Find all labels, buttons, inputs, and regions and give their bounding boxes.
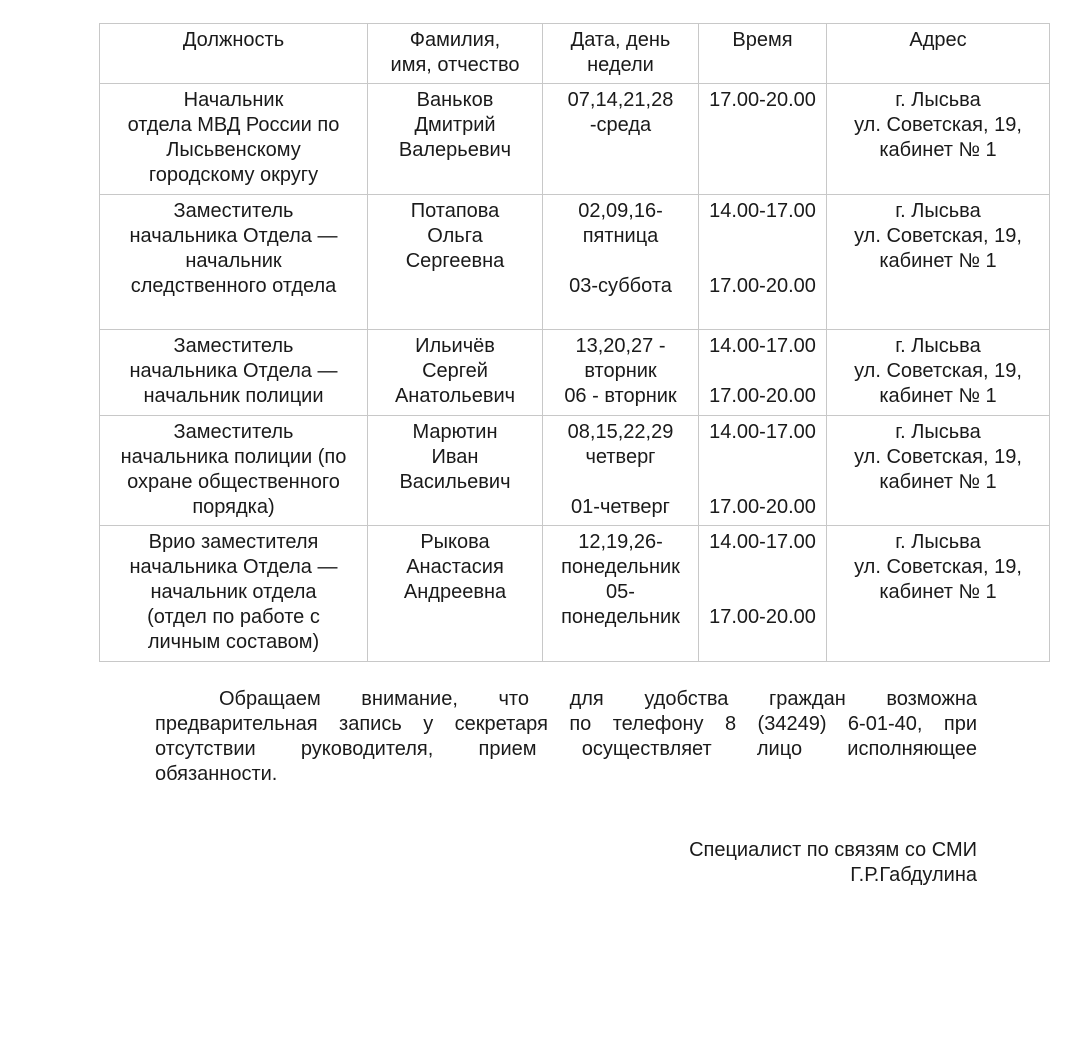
cell-line: ул. Советская, 19, [854,360,1022,382]
cell-name [368,195,543,330]
cell-line: начальника полиции (по [120,446,347,468]
cell-line: Анастасия [406,556,504,578]
cell-line: Заместитель [173,335,294,357]
signature-title: Специалист по связям со СМИ [689,839,977,861]
spacer [701,555,824,580]
cell-line: Ольга [427,225,483,247]
cell-address [827,416,1050,526]
cell-position [100,526,368,662]
cell-line: Андреевна [403,581,507,603]
notice-paragraph [155,687,977,787]
cell-line: кабинет № 1 [879,139,997,161]
cell-line: Дата, день [570,29,671,51]
cell-line: г. Лысьва [895,89,981,111]
cell-line: начальника Отдела — [129,225,338,247]
cell-line: Валерьевич [398,139,512,161]
cell-line: ул. Советская, 19, [854,114,1022,136]
cell-line: Должность [182,29,285,51]
cell-date [543,195,699,330]
table-row [100,195,1050,330]
cell-line: Ильичёв [415,335,495,357]
cell-line: понедельник [561,606,680,628]
cell-line: 06 - вторник [564,385,677,407]
spacer [701,445,824,470]
spacer [701,470,824,495]
cell-name [368,416,543,526]
notice-line: отсутствии руководителя, прием осуществляет лицо исполняющее [155,738,977,760]
cell-position [100,330,368,416]
signature-block [689,838,977,888]
spacer [701,359,824,384]
cell-line: Иван [431,446,479,468]
cell-position [100,195,368,330]
cell-line: порядка) [192,496,275,518]
notice-line: обязанности. [155,763,278,785]
cell-line: 14.00-17.00 [709,335,816,357]
cell-line: г. Лысьва [895,531,981,553]
cell-line: 02,09,16- [578,200,663,222]
cell-line: Анатольевич [394,385,516,407]
table-header-row [100,24,1050,84]
header-time [699,24,827,84]
cell-line: ул. Советская, 19, [854,556,1022,578]
cell-line: (отдел по работе с [147,606,320,628]
cell-line: начальник [185,250,282,272]
cell-line: ул. Советская, 19, [854,225,1022,247]
cell-line: 14.00-17.00 [709,200,816,222]
cell-address [827,330,1050,416]
cell-line: Врио заместителя [148,531,319,553]
cell-line: г. Лысьва [895,421,981,443]
table-row [100,416,1050,526]
cell-line: Время [732,29,793,51]
cell-line: 03-суббота [569,275,672,297]
table-row [100,84,1050,195]
cell-line: Рыкова [420,531,490,553]
cell-line: 05- [606,581,635,603]
spacer [545,249,696,274]
cell-address [827,195,1050,330]
cell-line: 13,20,27 - [575,335,666,357]
cell-line: 17.00-20.00 [709,275,816,297]
header-address [827,24,1050,84]
cell-line: -среда [589,114,652,136]
cell-line: начальник полиции [143,385,324,407]
spacer [701,224,824,249]
cell-position [100,84,368,195]
cell-line: г. Лысьва [895,335,981,357]
cell-line: кабинет № 1 [879,471,997,493]
cell-line: 14.00-17.00 [709,421,816,443]
cell-line: Заместитель [173,200,294,222]
cell-line: 01-четверг [571,496,670,518]
cell-line: Адрес [909,29,967,51]
cell-line: Лысьвенскому [166,139,301,161]
notice-line: предварительная запись у секретаря по телефону 8 (34249) 6-01-40, при [155,713,977,735]
cell-line: охране общественного [127,471,340,493]
cell-line: понедельник [561,556,680,578]
notice-line: Обращаем внимание, что для удобства граждан возможна [219,688,977,710]
cell-line: Начальник [183,89,284,111]
cell-line: 17.00-20.00 [709,496,816,518]
cell-line: кабинет № 1 [879,250,997,272]
cell-line: 14.00-17.00 [709,531,816,553]
header-position [100,24,368,84]
cell-date [543,526,699,662]
cell-line: недели [587,54,654,76]
spacer [545,470,696,495]
cell-date [543,330,699,416]
cell-name [368,330,543,416]
cell-line: Васильевич [399,471,511,493]
cell-line: 17.00-20.00 [709,89,816,111]
cell-line: четверг [585,446,656,468]
cell-line: кабинет № 1 [879,385,997,407]
table-row [100,526,1050,662]
cell-line: Заместитель [173,421,294,443]
cell-line: Дмитрий [414,114,496,136]
cell-line: начальник отдела [150,581,317,603]
cell-line: 12,19,26- [578,531,663,553]
cell-line: Сергей [422,360,488,382]
cell-line: начальника Отдела — [129,360,338,382]
cell-line: Потапова [410,200,500,222]
cell-line: 07,14,21,28 [567,89,674,111]
spacer [701,249,824,274]
cell-name [368,84,543,195]
cell-time [699,195,827,330]
cell-line: имя, отчество [390,54,520,76]
cell-line: пятница [582,225,659,247]
header-date [543,24,699,84]
cell-line: 08,15,22,29 [567,421,674,443]
cell-line: Марютин [412,421,498,443]
cell-line: г. Лысьва [895,200,981,222]
cell-time [699,330,827,416]
cell-line: Ваньков [416,89,494,111]
spacer [701,580,824,605]
schedule-table [99,23,1050,662]
cell-line: Сергеевна [405,250,505,272]
cell-name [368,526,543,662]
cell-line: кабинет № 1 [879,581,997,603]
cell-line: Фамилия, [409,29,501,51]
cell-line: городскому округу [148,164,319,186]
signature-name: Г.Р.Габдулина [850,864,977,886]
cell-time [699,416,827,526]
cell-line: ул. Советская, 19, [854,446,1022,468]
table-row [100,330,1050,416]
cell-line: вторник [584,360,657,382]
cell-line: 17.00-20.00 [709,606,816,628]
cell-line: личным составом) [147,631,320,653]
cell-date [543,84,699,195]
header-full-name [368,24,543,84]
cell-line: отдела МВД России по [127,114,340,136]
cell-time [699,526,827,662]
cell-time [699,84,827,195]
cell-address [827,84,1050,195]
cell-line: начальника Отдела — [129,556,338,578]
cell-line: следственного отдела [130,275,337,297]
cell-position [100,416,368,526]
cell-address [827,526,1050,662]
cell-line: 17.00-20.00 [709,385,816,407]
cell-date [543,416,699,526]
